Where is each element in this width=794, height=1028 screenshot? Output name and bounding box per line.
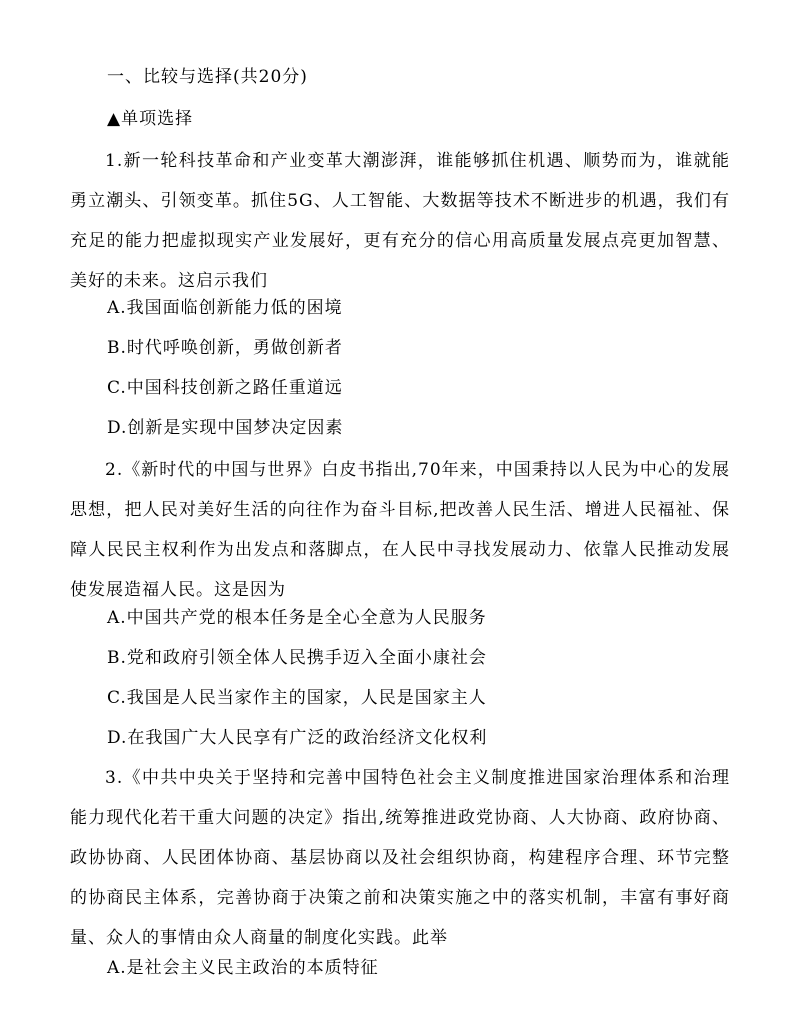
question-3-option-a: A.是社会主义民主政治的本质特征 (107, 958, 379, 978)
subsection-title: ▲单项选择 (107, 109, 194, 129)
question-2-option-d: D.在我国广大人民享有广泛的政治经济文化权利 (107, 728, 488, 748)
question-3-text: 3.《中共中央关于坚持和完善中国特色社会主义制度推进国家治理体系和治理能力现代化若干重大问题的决定》指出,统筹推进政党协商、人大协商、政府协商、政协协商、人民团体协商、基层协商以及社会组织协商，构建程序合理、环节完整的协商民主体系，完善协商于决策之前和决策实施之中的落实机制，丰富有事好商量、众人的事情由众人商量的制度化实践。此举 (70, 768, 730, 948)
question-1-option-b: B.时代呼唤创新，勇做创新者 (107, 338, 343, 358)
question-2-option-a: A.中国共产党的根本任务是全心全意为人民服务 (107, 608, 487, 628)
question-1-option-a: A.我国面临创新能力低的困境 (107, 298, 343, 318)
question-1-option-c: C.中国科技创新之路任重道远 (107, 378, 343, 398)
question-1-text: 1.新一轮科技革命和产业变革大潮澎湃，谁能够抓住机遇、顺势而为，谁就能勇立潮头、引领变革。抓住5G、人工智能、大数据等技术不断进步的机遇，我们有充足的能力把虚拟现实产业发展好，更有充分的信心用高质量发展点亮更加智慧、美好的未来。这启示我们 (70, 151, 730, 291)
question-2-text: 2.《新时代的中国与世界》白皮书指出,70年来，中国秉持以人民为中心的发展思想，把人民对美好生活的向往作为奋斗目标,把改善人民生活、增进人民福祉、保障人民民主权利作为出发点和落脚点，在人民中寻找发展动力、依靠人民推动发展使发展造福人民。这是因为 (70, 460, 730, 600)
question-3-stem (70, 758, 730, 958)
section-title: 一、比较与选择(共20分) (107, 67, 308, 87)
question-1-stem (70, 141, 730, 301)
question-2-option-b: B.党和政府引领全体人民携手迈入全面小康社会 (107, 648, 487, 668)
question-1-option-d: D.创新是实现中国梦决定因素 (107, 418, 344, 438)
question-2-stem (70, 450, 730, 610)
question-2-option-c: C.我国是人民当家作主的国家，人民是国家主人 (107, 688, 487, 708)
